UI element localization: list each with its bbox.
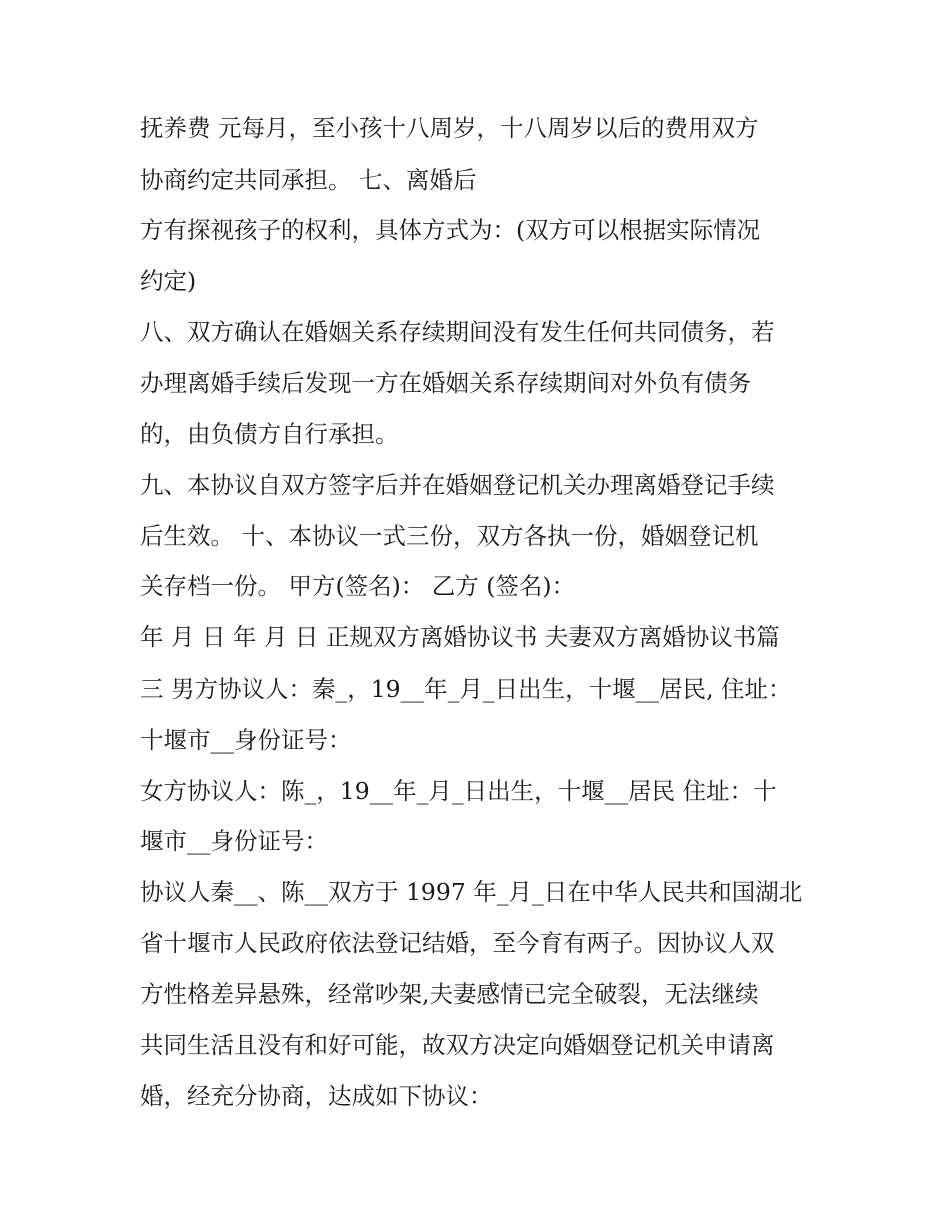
text-line: 婚，经充分协商，达成如下协议： (140, 1082, 493, 1110)
text-line: 女方协议人：陈_，19__年_月_日出生，十堰__居民 住址：十 (140, 777, 777, 805)
text-line: 方性格差异悬殊，经常吵架,夫妻感情已完全破裂，无法继续 (140, 980, 759, 1008)
text-line: 年 月 日 年 月 日 正规双方离婚协议书 夫妻双方离婚协议书篇 (140, 623, 780, 651)
text-line: 关存档一份。 甲方(签名)： 乙方 (签名)： (140, 572, 576, 600)
text-line: 协商约定共同承担。 七、离婚后 (140, 166, 477, 194)
text-line: 后生效。 十、本协议一式三份，双方各执一份，婚姻登记机 (140, 522, 759, 550)
text-line: 省十堰市人民政府依法登记结婚，至今育有两子。因协议人双 (140, 929, 775, 957)
text-line: 八、双方确认在婚姻关系存续期间没有发生任何共同债务，若 (140, 318, 775, 346)
text-line: 的，由负债方自行承担。 (140, 420, 399, 448)
text-line: 协议人秦__、陈__双方于 1997 年_月_日在中华人民共和国湖北 (140, 878, 803, 906)
text-line: 抚养费 元每月，至小孩十八周岁，十八周岁以后的费用双方 (140, 114, 759, 142)
text-line: 堰市__身份证号： (140, 827, 328, 855)
text-line: 三 男方协议人：秦_，19__年_月_日出生，十堰__居民, 住址： (140, 675, 792, 703)
text-line: 方有探视孩子的权利，具体方式为：(双方可以根据实际情况 (140, 216, 761, 244)
text-line: 十堰市__身份证号： (140, 726, 352, 754)
text-line: 共同生活且没有和好可能，故双方决定向婚姻登记机关申请离 (140, 1031, 775, 1059)
text-line: 办理离婚手续后发现一方在婚姻关系存续期间对外负有债务 (140, 369, 751, 397)
text-line: 九、本协议自双方签字后并在婚姻登记机关办理离婚登记手续 (140, 471, 775, 499)
text-line: 约定) (140, 267, 197, 295)
